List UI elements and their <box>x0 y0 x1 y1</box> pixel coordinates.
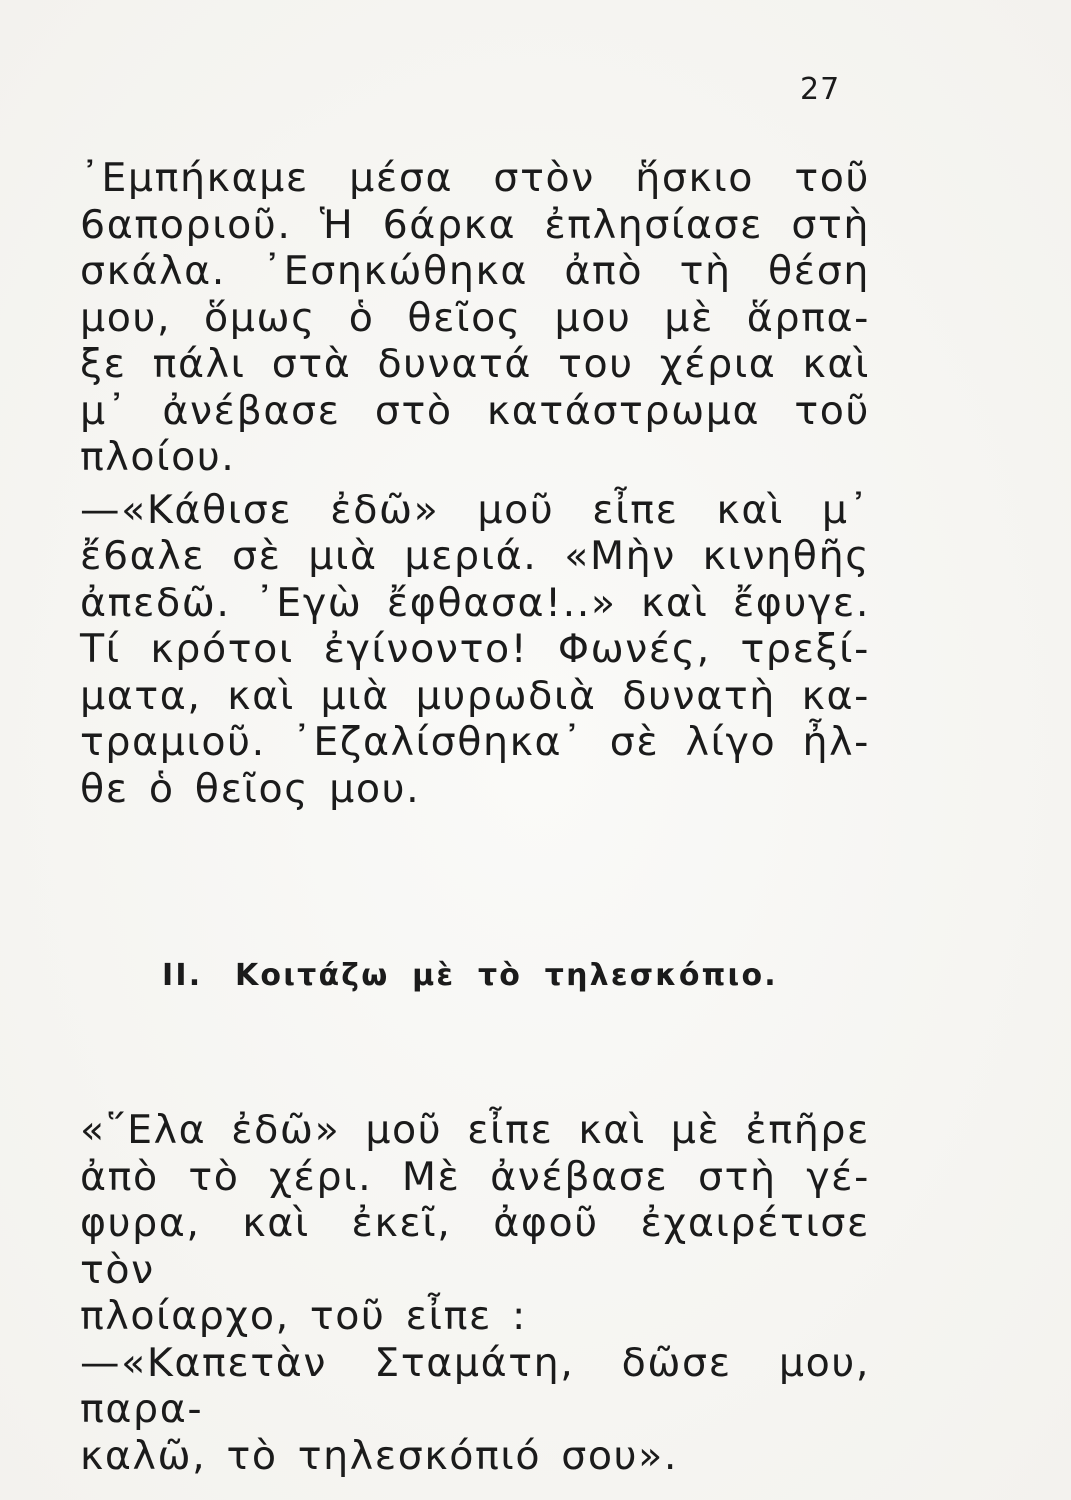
text-line: φυρα, καὶ ἐκεῖ, ἀφοῦ ἐχαιρέτισε τὸν <box>80 1200 870 1293</box>
text-line: —«Κάθισε ἐδῶ» μοῦ εἶπε καὶ μ᾿ <box>80 486 870 533</box>
text-line: μ᾿ ἀνέβασε στὸ κατάστρωμα τοῦ <box>80 387 870 434</box>
text-line: —«Καπετὰν Σταμάτη, δῶσε μου, παρα- <box>80 1339 870 1432</box>
text-block-2 <box>80 1107 870 1479</box>
chapter-heading <box>162 958 778 993</box>
text-block-1 <box>80 155 870 812</box>
text-line: πλοίου. <box>80 434 236 480</box>
text-line: 6αποριοῦ. Ἡ 6άρκα ἐπλησίασε στὴ <box>80 201 870 248</box>
text-line: ἀπεδῶ. ᾿Εγὼ ἔφθασα!..» καὶ ἔφυγε. <box>80 579 870 626</box>
text-line: μου, ὅμως ὁ θεῖος μου μὲ ἅρπα- <box>80 294 870 341</box>
text-line: ματα, καὶ μιὰ μυρωδιὰ δυνατὴ κα- <box>80 672 870 719</box>
chapter-title: Κοιτάζω μὲ τὸ τηλεσκόπιο. <box>234 958 778 993</box>
text-line: ξε πάλι στὰ δυνατά του χέρια καὶ <box>80 341 870 387</box>
text-line: θε ὁ θεῖος μου. <box>80 765 421 812</box>
text-line: «῞Ελα ἐδῶ» μοῦ εἶπε καὶ μὲ ἐπῆρε <box>80 1107 870 1153</box>
text-line: σκάλα. ᾿Εσηκώθηκα ἀπὸ τὴ θέση <box>80 248 870 294</box>
chapter-number: II. <box>162 958 203 993</box>
text-line: τραμιοῦ. ᾿Εζαλίσθηκα᾿ σὲ λίγο ἦλ- <box>80 719 870 765</box>
text-line: ἀπὸ τὸ χέρι. Μὲ ἀνέβασε στὴ γέ- <box>80 1153 870 1200</box>
text-line: Τί κρότοι ἐγίνοντο! Φωνές, τρεξί- <box>80 626 870 672</box>
text-line: ἔ6αλε σὲ μιὰ μεριά. «Μὴν κινηθῆς <box>80 533 870 579</box>
text-line: ᾿Εμπήκαμε μέσα στὸν ἥσκιο τοῦ <box>80 155 870 201</box>
text-line: καλῶ, τὸ τηλεσκόπιό σου». <box>80 1432 679 1479</box>
text-line: πλοίαρχο, τοῦ εἶπε : <box>80 1293 527 1339</box>
page-number: 27 <box>800 72 841 107</box>
